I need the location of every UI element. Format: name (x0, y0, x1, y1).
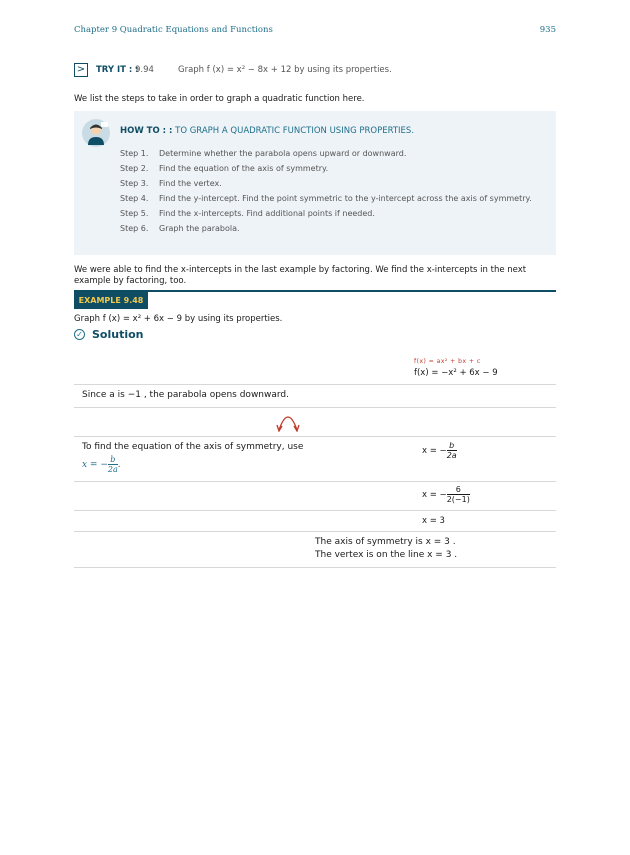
general-form-text: f(x) = ax² + bx + c (414, 358, 481, 365)
howto-step (120, 209, 375, 218)
row-opens-downward: Since a is −1 , the parabola opens downward. (82, 390, 289, 400)
formula-numerator: 6 (447, 485, 470, 495)
formula-prefix: x = − (422, 490, 447, 500)
chapter-header: Chapter 9 Quadratic Equations and Functions (74, 25, 273, 35)
table-rule (74, 384, 556, 385)
axis-result: x = 3 (422, 516, 445, 526)
howto-box (74, 111, 556, 255)
try-it-number: 9.94 (135, 65, 154, 75)
step-label: Step 2. (120, 164, 149, 173)
intro-paragraph: We list the steps to take in order to graph a quadratic function here. (74, 94, 365, 104)
table-rule (74, 481, 556, 482)
howto-step (120, 194, 532, 203)
step-text: Determine whether the parabola opens upward or downward. (159, 149, 407, 158)
howto-prefix: HOW TO : : (120, 126, 173, 136)
step-label: Step 6. (120, 224, 149, 233)
formula-numerator: b (447, 441, 457, 451)
table-rule (74, 567, 556, 568)
formula-denominator: 2(−1) (446, 495, 470, 504)
howto-step (120, 164, 328, 173)
table-rule (74, 531, 556, 532)
step-text: Find the y-intercept. Find the point symmetric to the y-intercept across the axis of symmetry. (159, 194, 532, 203)
formula-prefix: x = − (422, 446, 447, 456)
howto-step (120, 149, 406, 158)
table-rule (74, 407, 556, 408)
formula-denominator: 2a (446, 451, 457, 460)
check-circle-icon: ✓ (74, 329, 85, 340)
howto-title-text: TO GRAPH A QUADRATIC FUNCTION USING PROPERTIES. (175, 126, 415, 136)
step-label: Step 1. (120, 149, 149, 158)
page-number: 935 (539, 25, 556, 35)
substitution (422, 485, 470, 504)
axis-formula-right (422, 441, 457, 460)
step-label: Step 3. (120, 179, 149, 188)
step-text: Find the vertex. (159, 179, 222, 188)
axis-statement: The axis of symmetry is x = 3 . (315, 537, 456, 547)
general-form (414, 358, 481, 365)
vertex-line-statement: The vertex is on the line x = 3 . (315, 550, 458, 560)
solution-heading: Solution (92, 328, 144, 341)
howto-step (120, 224, 240, 233)
table-rule (74, 510, 556, 511)
step-label: Step 4. (120, 194, 149, 203)
step-label: Step 5. (120, 209, 149, 218)
chevron-right-icon[interactable]: > (74, 63, 88, 77)
factoring-paragraph: We were able to find the x-intercepts in the last example by factoring. We find the x-intercepts in the next example by factoring, too. (74, 265, 527, 286)
formula-suffix: . (117, 460, 121, 470)
step-text: Find the equation of the axis of symmetry. (159, 164, 329, 173)
step-text: Graph the parabola. (159, 224, 240, 233)
specific-form: f(x) = −x² + 6x − 9 (414, 368, 498, 378)
howto-title (120, 126, 414, 136)
howto-step (120, 179, 222, 188)
example-prompt: Graph f (x) = x² + 6x − 9 by using its properties. (74, 314, 283, 324)
axis-formula (82, 455, 121, 474)
formula-denominator: 2a (107, 465, 118, 474)
try-it-text: Graph f (x) = x² − 8x + 12 by using its properties. (178, 65, 392, 75)
person-avatar-icon (82, 119, 110, 147)
step-text: Find the x-intercepts. Find additional points if needed. (159, 209, 375, 218)
table-rule (74, 436, 556, 437)
try-it-row (74, 63, 556, 79)
axis-instruction: To find the equation of the axis of symmetry, use (82, 442, 304, 452)
downward-parabola-icon (276, 410, 300, 432)
formula-numerator: b (108, 455, 118, 465)
try-it-label: TRY IT : : (96, 65, 139, 75)
formula-prefix: x = − (82, 460, 108, 470)
example-tag: EXAMPLE 9.48 (74, 292, 148, 309)
